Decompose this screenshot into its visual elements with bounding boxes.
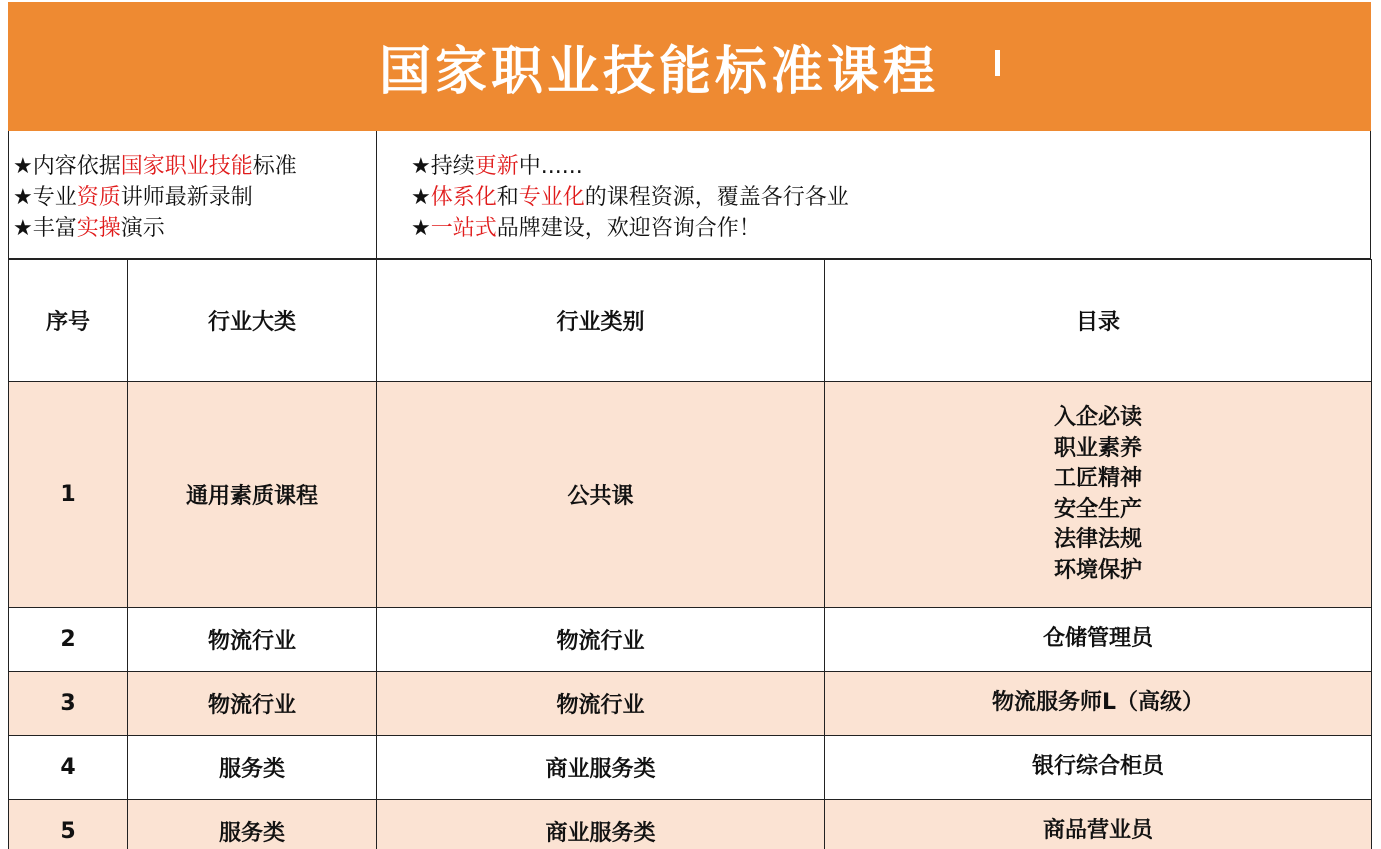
cell-category: 商业服务类 [377, 800, 825, 849]
right-line [411, 182, 1370, 213]
info-text: 标准 [252, 154, 297, 179]
cell-category: 物流行业 [377, 672, 825, 736]
header-major: 行业大类 [128, 260, 377, 382]
catalog-item: 环境保护 [1053, 557, 1142, 583]
info-right-column [377, 131, 1370, 258]
info-text: 的课程资源，覆盖各行各业 [584, 185, 849, 210]
highlight-text: 专业化 [518, 185, 585, 210]
header-catalog: 目录 [825, 260, 1372, 382]
cell-major: 通用素质课程 [128, 382, 377, 608]
catalog-item: 仓储管理员 [1042, 626, 1153, 652]
right-line [411, 213, 1370, 244]
title-banner [8, 2, 1371, 131]
highlight-text: 资质 [76, 185, 121, 210]
info-text: ★ [411, 185, 431, 210]
cell-category: 物流行业 [377, 608, 825, 672]
cell-catalog [825, 608, 1372, 672]
cell-major: 物流行业 [128, 672, 377, 736]
info-text: 讲师最新录制 [120, 185, 253, 210]
cell-no: 3 [9, 672, 128, 736]
cell-category: 商业服务类 [377, 736, 825, 800]
table-row [9, 672, 1372, 736]
left-line [13, 182, 376, 213]
info-text: 中...... [518, 154, 583, 179]
info-text: 品牌建设，欢迎咨询合作！ [496, 216, 761, 241]
highlight-text: 一站式 [430, 216, 497, 241]
cell-no: 5 [9, 800, 128, 849]
info-text: ★ [411, 216, 431, 241]
catalog-item: 工匠精神 [1053, 466, 1142, 491]
left-line [13, 151, 376, 182]
info-text: 和 [496, 185, 519, 210]
table-row [9, 736, 1372, 800]
right-line [411, 151, 1370, 182]
catalog-item: 安全生产 [1053, 496, 1142, 522]
header-no: 序号 [9, 260, 128, 382]
catalog-item: 法律法规 [1053, 527, 1142, 552]
catalog-item: 入企必读 [1053, 405, 1142, 430]
course-table [8, 259, 1372, 849]
cell-major: 物流行业 [128, 608, 377, 672]
catalog-item: 职业素养 [1053, 435, 1142, 461]
highlight-text: 更新 [474, 154, 519, 179]
cell-major: 服务类 [128, 736, 377, 800]
table-row [9, 382, 1372, 608]
table-row [9, 800, 1372, 849]
info-text: 演示 [120, 216, 165, 241]
cell-no: 2 [9, 608, 128, 672]
cell-major: 服务类 [128, 800, 377, 849]
cell-catalog [825, 382, 1372, 608]
table-row [9, 608, 1372, 672]
info-text: ★丰富 [13, 216, 77, 241]
cell-no: 1 [9, 382, 128, 608]
catalog-item: 银行综合柜员 [1031, 754, 1164, 780]
table-header-row [9, 260, 1372, 382]
catalog-item: 物流服务师L（高级） [991, 690, 1205, 716]
highlight-text: 体系化 [430, 185, 497, 210]
highlight-text: 国家职业技能 [120, 154, 253, 179]
info-text: ★内容依据 [13, 154, 121, 179]
info-text: ★持续 [411, 154, 475, 179]
cell-catalog [825, 672, 1372, 736]
header-category: 行业类别 [377, 260, 825, 382]
cell-no: 4 [9, 736, 128, 800]
title-divider-bar [995, 50, 1000, 76]
info-box [8, 131, 1371, 259]
catalog-item: 商品营业员 [1042, 818, 1153, 844]
info-text: ★专业 [13, 185, 77, 210]
left-line [13, 213, 376, 244]
cell-catalog [825, 800, 1372, 849]
info-left-column [9, 131, 377, 258]
cell-category: 公共课 [377, 382, 825, 608]
page-title: 国家职业技能标准课程 [378, 42, 939, 102]
highlight-text: 实操 [76, 216, 121, 241]
cell-catalog [825, 736, 1372, 800]
